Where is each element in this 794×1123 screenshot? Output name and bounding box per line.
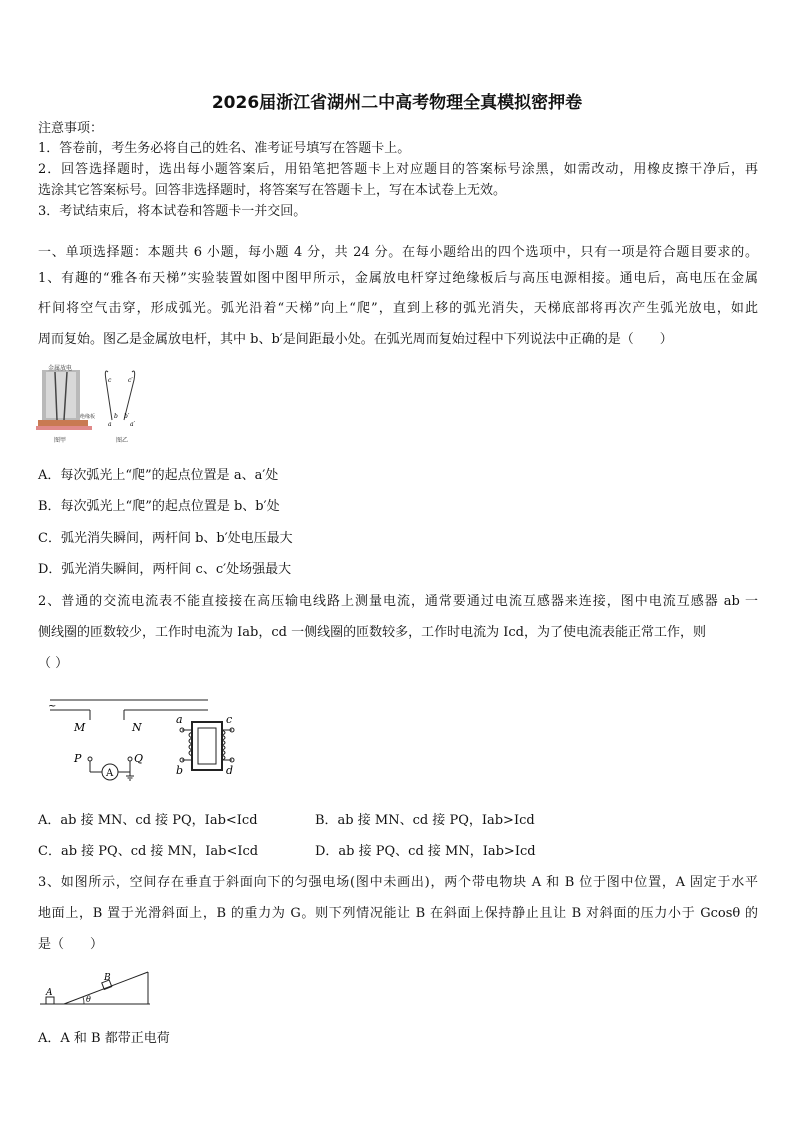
q1-option-c: C．弧光消失瞬间，两杆间 b、b′处电压最大 <box>38 531 293 546</box>
q3-block-a <box>46 997 54 1004</box>
q3-label-theta: θ <box>86 995 91 1004</box>
q2-label-n: N <box>132 721 142 734</box>
q1-letter-a2: a′ <box>130 421 135 428</box>
notice-item-3: 3．考试结束后，将本试卷和答题卡一并交回。 <box>38 204 307 219</box>
q1-figure <box>36 362 148 444</box>
section-heading: 一、单项选择题：本题共 6 小题，每小题 4 分，共 24 分。在每小题给出的四个选项中，只有一项是符合题目要求的。 <box>38 245 758 260</box>
q2-stem-line-1: 2、普通的交流电流表不能直接接在高压输电线路上测量电流，通常要通过电流互感器来连接，图中电流互感器 ab 一 <box>38 594 758 609</box>
q2-figure <box>44 696 244 784</box>
q2-label-p: P <box>74 752 82 765</box>
q2-core-inner <box>198 728 216 764</box>
q2-label-d: d <box>226 764 234 777</box>
q2-option-b: B．ab 接 MN、cd 接 PQ，Iab>Icd <box>315 813 535 828</box>
q2-terminal-q <box>128 757 132 761</box>
q3-stem-line-2: 地面上，B 置于光滑斜面上，B 的重力为 G。则下列情况能让 B 在斜面上保持静止且让 B 对斜面的压力小于 Gcosθ 的 <box>38 906 758 921</box>
q3-figure <box>38 966 158 1010</box>
q2-core-outer <box>192 722 222 770</box>
q1-option-b: B．每次弧光上“爬”的起点位置是 b、b′处 <box>38 499 280 514</box>
page-title: 2026届浙江省湖州二中高考物理全真模拟密押卷 <box>211 93 583 113</box>
q2-terminal-p <box>88 757 92 761</box>
q2-stem-line-2: 侧线圈的匝数较少，工作时电流为 Iab，cd 一侧线圈的匝数较多，工作时电流为 Icd，为了使电流表能正常工作，则 <box>38 625 706 640</box>
notice-heading: 注意事项： <box>38 121 104 136</box>
q2-stem-line-3: （ ） <box>38 656 69 671</box>
q2-option-c: C．ab 接 PQ、cd 接 MN，Iab<Icd <box>38 844 259 859</box>
q2-option-a: A．ab 接 MN、cd 接 PQ，Iab<Icd <box>38 813 258 828</box>
q2-option-d: D．ab 接 PQ、cd 接 MN，Iab>Icd <box>315 844 536 859</box>
q1-option-d: D．弧光消失瞬间，两杆间 c、c′处场强最大 <box>38 562 292 577</box>
q2-label-a: a <box>176 713 183 726</box>
q1-caption-a: 图甲 <box>54 437 67 444</box>
q1-label-board: 绝缘板 <box>80 414 96 420</box>
q1-stem-line-2: 杆间将空气击穿，形成弧光。弧光沿着“天梯”向上“爬”，直到上移的弧光消失，天梯底部将再次产生弧光放电，如此 <box>38 301 758 316</box>
q2-ammeter-label: A <box>106 768 114 779</box>
q3-stem-line-3: 是（ ） <box>38 937 104 952</box>
q1-caption-b: 图乙 <box>116 437 129 444</box>
q2-label-m: M <box>74 721 86 734</box>
q3-option-a: A．A 和 B 都带正电荷 <box>38 1031 170 1046</box>
q1-letter-b2: b′ <box>124 413 130 420</box>
q1-letter-c2: c′ <box>128 377 133 384</box>
q3-angle-arc <box>83 997 84 1004</box>
q2-label-b: b <box>176 764 184 777</box>
q2-label-q: Q <box>134 752 144 765</box>
q2-coil-right <box>222 730 225 760</box>
q3-stem-line-1: 3、如图所示，空间存在垂直于斜面向下的匀强电场(图中未画出)，两个带电物块 A 和 B 位于图中位置，A 固定于水平 <box>38 875 758 890</box>
q1-base <box>36 426 92 430</box>
q1-letter-c: c <box>108 377 112 384</box>
q1-stem-line-3: 周而复始。图乙是金属放电杆，其中 b、b′是间距最小处。在弧光周而复始过程中下列说法中正确的是（ ） <box>38 332 673 347</box>
q1-letter-a: a <box>108 421 112 428</box>
q1-label-rod: 金属放电 <box>48 365 73 372</box>
notice-item-2-cont: 选涂其它答案标号。回答非选择题时，将答案写在答题卡上，写在本试卷上无效。 <box>38 183 507 198</box>
q3-label-a: A <box>46 988 53 998</box>
q1-apparatus-inner <box>46 372 76 418</box>
q1-stem-line-1: 1、有趣的“雅各布天梯”实验装置如图中图甲所示，金属放电杆穿过绝缘板后与高压电源相接。通电后，高电压在金属 <box>38 271 758 286</box>
q1-letter-b: b <box>114 413 118 420</box>
notice-item-1: 1．答卷前，考生务必将自己的姓名、准考证号填写在答题卡上。 <box>38 141 411 156</box>
q2-tilde: ~ <box>48 701 57 712</box>
q2-label-c: c <box>226 713 233 726</box>
q3-label-b: B <box>104 973 111 983</box>
notice-item-2: 2．回答选择题时，选出每小题答案后，用铅笔把答题卡上对应题目的答案标号涂黑，如需改动，用橡皮擦干净后，再 <box>38 162 758 177</box>
q1-option-a: A．每次弧光上“爬”的起点位置是 a、a′处 <box>38 468 279 483</box>
q1-board <box>38 420 88 426</box>
